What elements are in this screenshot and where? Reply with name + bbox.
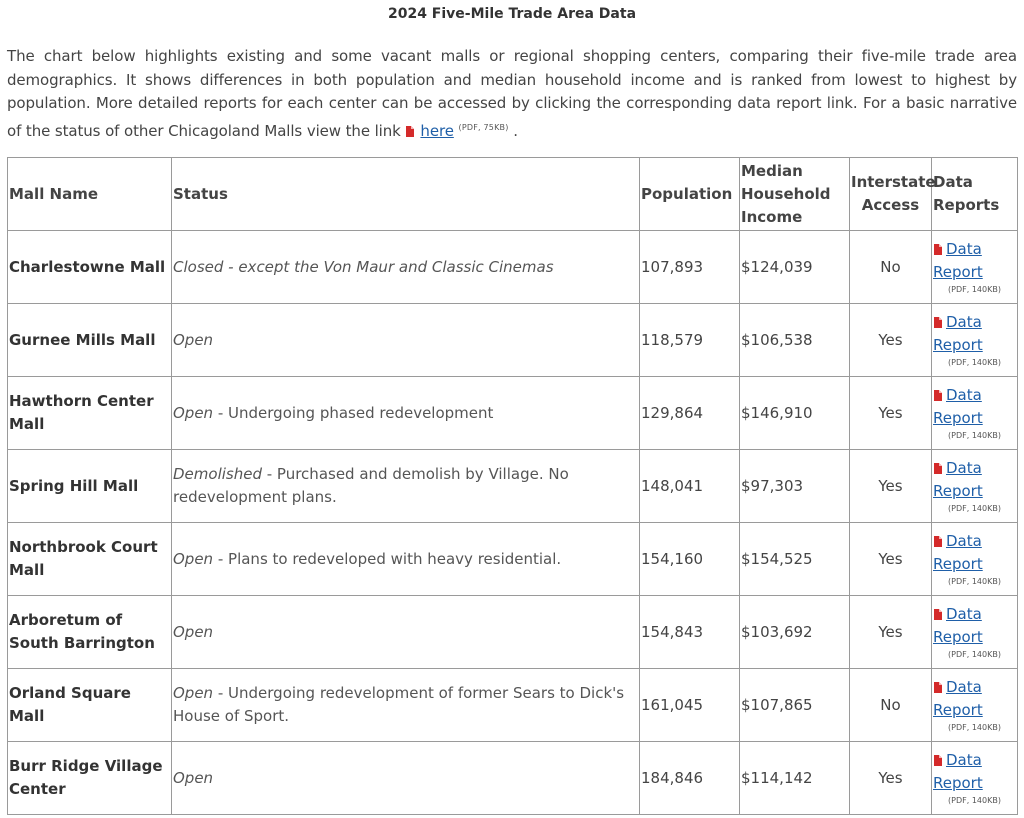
cell-median-income: $124,039	[740, 231, 850, 304]
intro-end: .	[513, 121, 518, 140]
cell-interstate-access: Yes	[850, 742, 932, 815]
data-report-meta: (PDF, 140KB)	[948, 796, 1001, 805]
table-header-row	[8, 158, 1018, 231]
cell-interstate-access: Yes	[850, 596, 932, 669]
header-median-income: Median Household Income	[740, 158, 850, 231]
cell-data-report	[932, 742, 1018, 815]
cell-status	[172, 231, 640, 304]
cell-mall-name: Gurnee Mills Mall	[8, 304, 172, 377]
cell-median-income: $107,865	[740, 669, 850, 742]
cell-mall-name: Charlestowne Mall	[8, 231, 172, 304]
data-report-meta: (PDF, 140KB)	[948, 650, 1001, 659]
cell-data-report	[932, 304, 1018, 377]
data-report-meta: (PDF, 140KB)	[948, 285, 1001, 294]
table-row	[8, 450, 1018, 523]
status-state: Open	[173, 549, 214, 568]
cell-mall-name: Spring Hill Mall	[8, 450, 172, 523]
cell-mall-name: Arboretum of South Barrington	[8, 596, 172, 669]
cell-status	[172, 523, 640, 596]
cell-mall-name: Northbrook Court Mall	[8, 523, 172, 596]
pdf-file-icon	[933, 755, 942, 766]
table-row	[8, 669, 1018, 742]
cell-mall-name: Burr Ridge Village Center	[8, 742, 172, 815]
cell-status	[172, 669, 640, 742]
cell-population: 148,041	[640, 450, 740, 523]
data-report-meta: (PDF, 140KB)	[948, 431, 1001, 440]
data-report-link[interactable]: Data Report	[933, 678, 983, 719]
table-row	[8, 523, 1018, 596]
cell-status	[172, 450, 640, 523]
status-detail: - Plans to redeveloped with heavy residential.	[213, 549, 562, 568]
pdf-file-icon	[933, 390, 942, 401]
header-interstate-access: Interstate Access	[850, 158, 932, 231]
cell-data-report	[932, 450, 1018, 523]
pdf-file-icon	[933, 244, 942, 255]
table-row	[8, 596, 1018, 669]
pdf-file-icon	[933, 463, 942, 474]
cell-status	[172, 304, 640, 377]
table-row	[8, 742, 1018, 815]
cell-population: 129,864	[640, 377, 740, 450]
header-status: Status	[172, 158, 640, 231]
pdf-file-icon	[405, 126, 414, 137]
cell-interstate-access: No	[850, 669, 932, 742]
cell-median-income: $97,303	[740, 450, 850, 523]
data-report-meta: (PDF, 140KB)	[948, 358, 1001, 367]
page-title: 2024 Five-Mile Trade Area Data	[387, 6, 637, 22]
cell-status	[172, 377, 640, 450]
pdf-file-icon	[933, 317, 942, 328]
table-row	[8, 231, 1018, 304]
cell-interstate-access: Yes	[850, 304, 932, 377]
status-state: Open	[173, 684, 214, 702]
cell-population: 184,846	[640, 742, 740, 815]
cell-mall-name: Hawthorn Center Mall	[8, 377, 172, 450]
cell-population: 107,893	[640, 231, 740, 304]
data-report-link[interactable]: Data Report	[933, 313, 983, 354]
status-state: Closed - except the Von Maur and Classic Cinemas	[173, 257, 554, 276]
data-report-meta: (PDF, 140KB)	[948, 504, 1001, 513]
cell-population: 161,045	[640, 669, 740, 742]
cell-data-report	[932, 596, 1018, 669]
data-report-link[interactable]: Data Report	[933, 605, 983, 646]
cell-data-report	[932, 377, 1018, 450]
status-state: Open	[173, 403, 214, 422]
cell-median-income: $146,910	[740, 377, 850, 450]
cell-data-report	[932, 523, 1018, 596]
cell-status	[172, 742, 640, 815]
data-report-link[interactable]: Data Report	[933, 459, 983, 500]
status-detail: - Purchased and demolish by Village. No redevelopment plans.	[173, 465, 569, 506]
status-detail: - Undergoing phased redevelopment	[213, 403, 494, 422]
intro-paragraph	[7, 45, 1017, 143]
data-report-link[interactable]: Data Report	[933, 532, 983, 573]
data-report-link[interactable]: Data Report	[933, 751, 983, 792]
cell-median-income: $114,142	[740, 742, 850, 815]
header-mall-name: Mall Name	[8, 158, 172, 231]
cell-interstate-access: No	[850, 231, 932, 304]
data-report-meta: (PDF, 140KB)	[948, 577, 1001, 586]
status-state: Demolished	[173, 465, 262, 483]
data-report-link[interactable]: Data Report	[933, 386, 983, 427]
here-link-meta: (PDF, 75KB)	[458, 122, 509, 132]
header-population: Population	[640, 158, 740, 231]
mall-data-table	[7, 157, 1018, 815]
here-link[interactable]: here	[420, 121, 454, 140]
cell-data-report	[932, 231, 1018, 304]
status-detail: - Undergoing redevelopment of former Sears to Dick's House of Sport.	[173, 684, 625, 725]
header-data-reports: Data Reports	[932, 158, 1018, 231]
pdf-file-icon	[933, 536, 942, 547]
data-report-link[interactable]: Data Report	[933, 240, 983, 281]
cell-median-income: $103,692	[740, 596, 850, 669]
cell-interstate-access: Yes	[850, 450, 932, 523]
table-row	[8, 377, 1018, 450]
cell-interstate-access: Yes	[850, 377, 932, 450]
pdf-file-icon	[933, 682, 942, 693]
cell-interstate-access: Yes	[850, 523, 932, 596]
status-state: Open	[173, 622, 214, 641]
data-report-meta: (PDF, 140KB)	[948, 723, 1001, 732]
table-body	[8, 231, 1018, 815]
table-row	[8, 304, 1018, 377]
cell-median-income: $154,525	[740, 523, 850, 596]
intro-text: The chart below highlights existing and some vacant malls or regional shopping centers, comparing their five-mile trade area demographics. It shows differences in both population and median household income and is ranked from lowest to highest by population. More detailed reports for each center can be accessed by clicking the corresponding data report link. For a basic narrative of the status of other Chicagoland Malls view the link	[7, 47, 1017, 140]
cell-data-report	[932, 669, 1018, 742]
status-state: Open	[173, 768, 214, 787]
cell-population: 154,160	[640, 523, 740, 596]
cell-median-income: $106,538	[740, 304, 850, 377]
cell-population: 154,843	[640, 596, 740, 669]
pdf-file-icon	[933, 609, 942, 620]
cell-mall-name: Orland Square Mall	[8, 669, 172, 742]
cell-status	[172, 596, 640, 669]
status-state: Open	[173, 330, 214, 349]
cell-population: 118,579	[640, 304, 740, 377]
